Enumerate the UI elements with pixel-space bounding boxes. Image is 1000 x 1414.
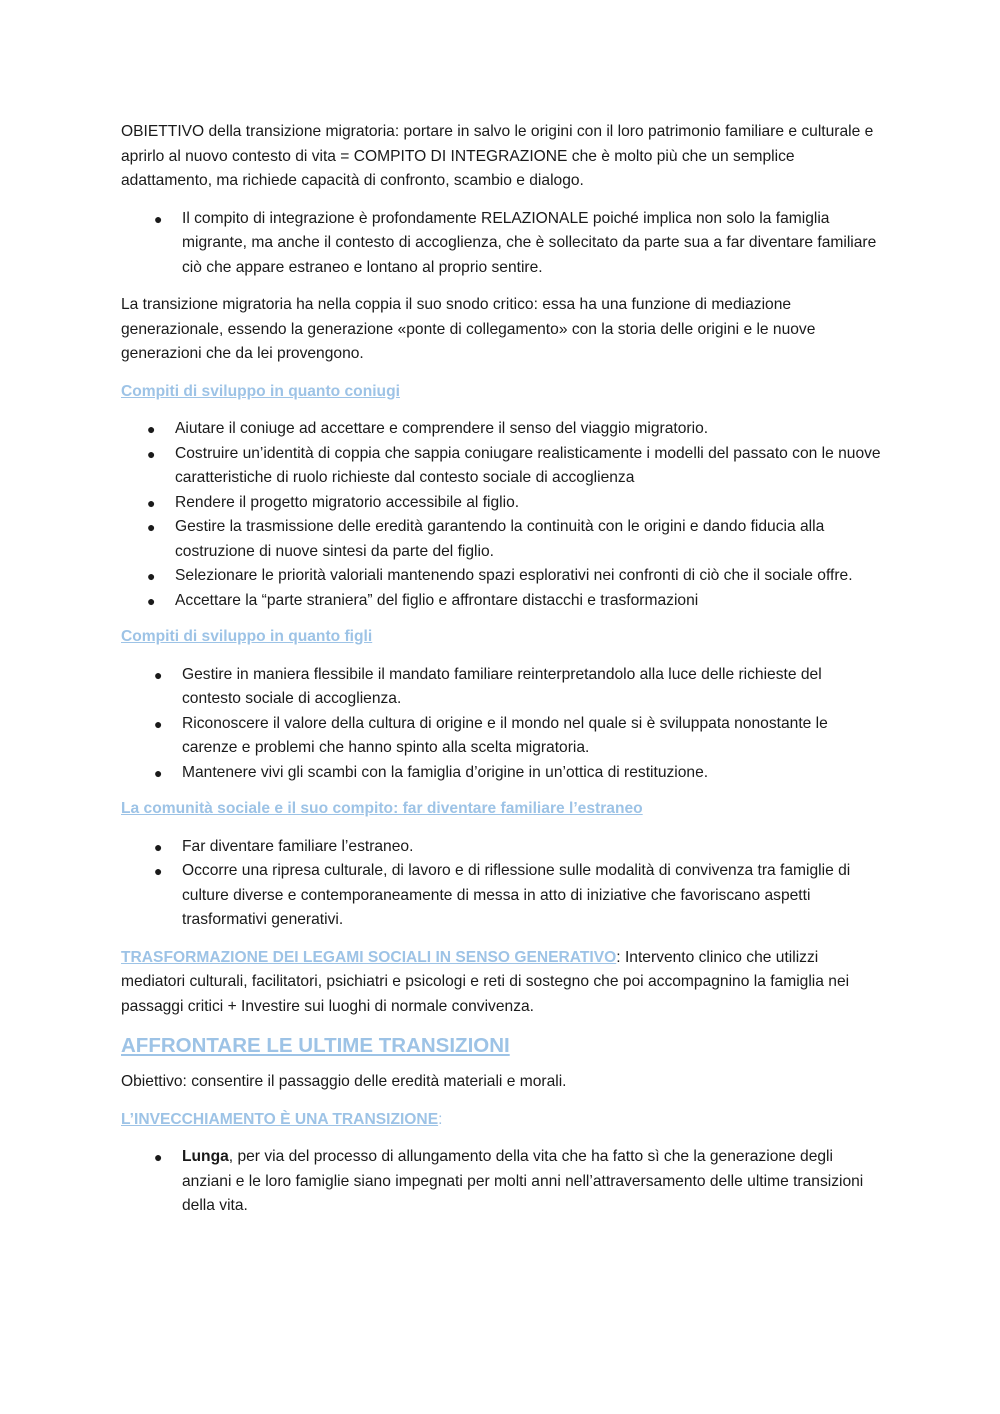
bullet-icon: ● xyxy=(154,666,163,683)
bullet-icon: ● xyxy=(154,1149,163,1165)
document-page xyxy=(121,120,883,1219)
list-item: ● Mantenere vivi gli scambi con la famiglia d’origine in un’ottica di restituzione. xyxy=(182,761,883,786)
bullet-icon: ● xyxy=(147,568,156,584)
aging-heading-row xyxy=(121,1108,883,1133)
bullet-icon: ● xyxy=(147,592,156,609)
bullet-icon: ● xyxy=(154,210,163,227)
children-task-list xyxy=(121,663,883,786)
list-item: ● Far diventare familiare l’estraneo. xyxy=(182,835,883,860)
children-heading: Compiti di sviluppo in quanto figli xyxy=(121,628,373,645)
transformation-label: TRASFORMAZIONE DEI LEGAMI SOCIALI IN SENSO GENERATIVO xyxy=(121,948,617,966)
aging-heading: L’INVECCHIAMENTO È UNA TRANSIZIONE xyxy=(121,1110,439,1128)
transformation-paragraph xyxy=(121,946,883,1020)
couple-paragraph: La transizione migratoria ha nella coppia il suo snodo critico: essa ha una funzione di mediazione generazionale, essendo la generazione «ponte di collegamento» con la storia delle origini e le nuove generazioni che da lei provengono. xyxy=(121,296,816,362)
list-item: ● Occorre una ripresa culturale, di lavoro e di riflessione sulle modalità di convivenza tra famiglie di culture diverse e contemporaneamente di messa in atto di iniziative che favoriscano aspetti trasformativi generativi. xyxy=(182,859,883,933)
list-item: ● Aiutare il coniuge ad accettare e comprendere il senso del viaggio migratorio. xyxy=(175,417,883,442)
last-transitions-heading: AFFRONTARE LE ULTIME TRANSIZIONI xyxy=(121,1034,510,1057)
bullet-icon: ● xyxy=(154,715,163,732)
bullet-icon: ● xyxy=(154,838,163,855)
objective-paragraph: Obiettivo: consentire il passaggio delle eredità materiali e morali. xyxy=(121,1073,567,1090)
bullet-icon: ● xyxy=(154,863,163,879)
transformation-text: : Intervento clinico che utilizzi mediatori culturali, facilitatori, psichiatri e psicologi e reti di sostegno che poi accompagnino la famiglia nei passaggi critici + Investire sui luoghi di normale convivenza. xyxy=(121,948,850,1015)
list-item: ● Riconoscere il valore della cultura di origine e il mondo nel quale si è sviluppata nonostante le carenze e problemi che hanno spinto alla scelta migratoria. xyxy=(182,712,883,761)
bullet-icon: ● xyxy=(154,764,163,781)
community-heading: La comunità sociale e il suo compito: far diventare familiare l’estraneo xyxy=(121,800,643,817)
bullet-icon: ● xyxy=(147,494,156,511)
list-item: ● Gestire in maniera flessibile il mandato familiare reinterpretandolo alla luce delle richieste del contesto sociale di accoglienza. xyxy=(182,663,883,712)
aging-item-bold: Lunga xyxy=(182,1148,229,1165)
aging-heading-colon: : xyxy=(438,1110,443,1128)
list-item: ● Il compito di integrazione è profondamente RELAZIONALE poiché implica non solo la famiglia migrante, ma anche il contesto di accoglienza, che è sollecitato da parte sua a far diventare familiare ciò che appare estraneo e lontano al proprio sentire. xyxy=(182,207,883,281)
list-item: ● Costruire un’identità di coppia che sappia coniugare realisticamente i modelli del passato con le nuove caratteristiche di ruolo richieste dal contesto sociale di accoglienza xyxy=(175,442,883,491)
list-item: ● Rendere il progetto migratorio accessibile al figlio. xyxy=(175,491,883,516)
bullet-icon: ● xyxy=(147,519,156,535)
aging-list xyxy=(121,1145,883,1219)
list-item: ● Gestire la trasmissione delle eredità garantendo la continuità con le origini e dando fiducia alla costruzione di nuove sintesi da parte del figlio. xyxy=(175,515,883,564)
spouses-task-list xyxy=(121,417,883,613)
bullet-icon: ● xyxy=(147,421,156,437)
community-task-list xyxy=(121,835,883,933)
list-item: ● Lunga, per via del processo di allungamento della vita che ha fatto sì che la generazione degli anziani e le loro famiglie siano impegnati per molti anni nell’attraversamento delle ultime transizioni della vita. xyxy=(182,1145,883,1219)
list-item: ● Selezionare le priorità valoriali mantenendo spazi esplorativi nei confronti di ciò che il sociale offre. xyxy=(175,564,883,589)
bullet-icon: ● xyxy=(147,445,156,462)
spouses-heading: Compiti di sviluppo in quanto coniugi xyxy=(121,382,400,400)
intro-paragraph: OBIETTIVO della transizione migratoria: portare in salvo le origini con il loro patrimonio familiare e culturale e aprirlo al nuovo contesto di vita = COMPITO DI INTEGRAZIONE che è molto più che un semplice adattamento, ma richiede capacità di confronto, scambio e dialogo. xyxy=(121,123,874,189)
list-item: ● Accettare la “parte straniera” del figlio e affrontare distacchi e trasformazioni xyxy=(175,589,883,614)
intro-bullet-list xyxy=(121,207,883,281)
